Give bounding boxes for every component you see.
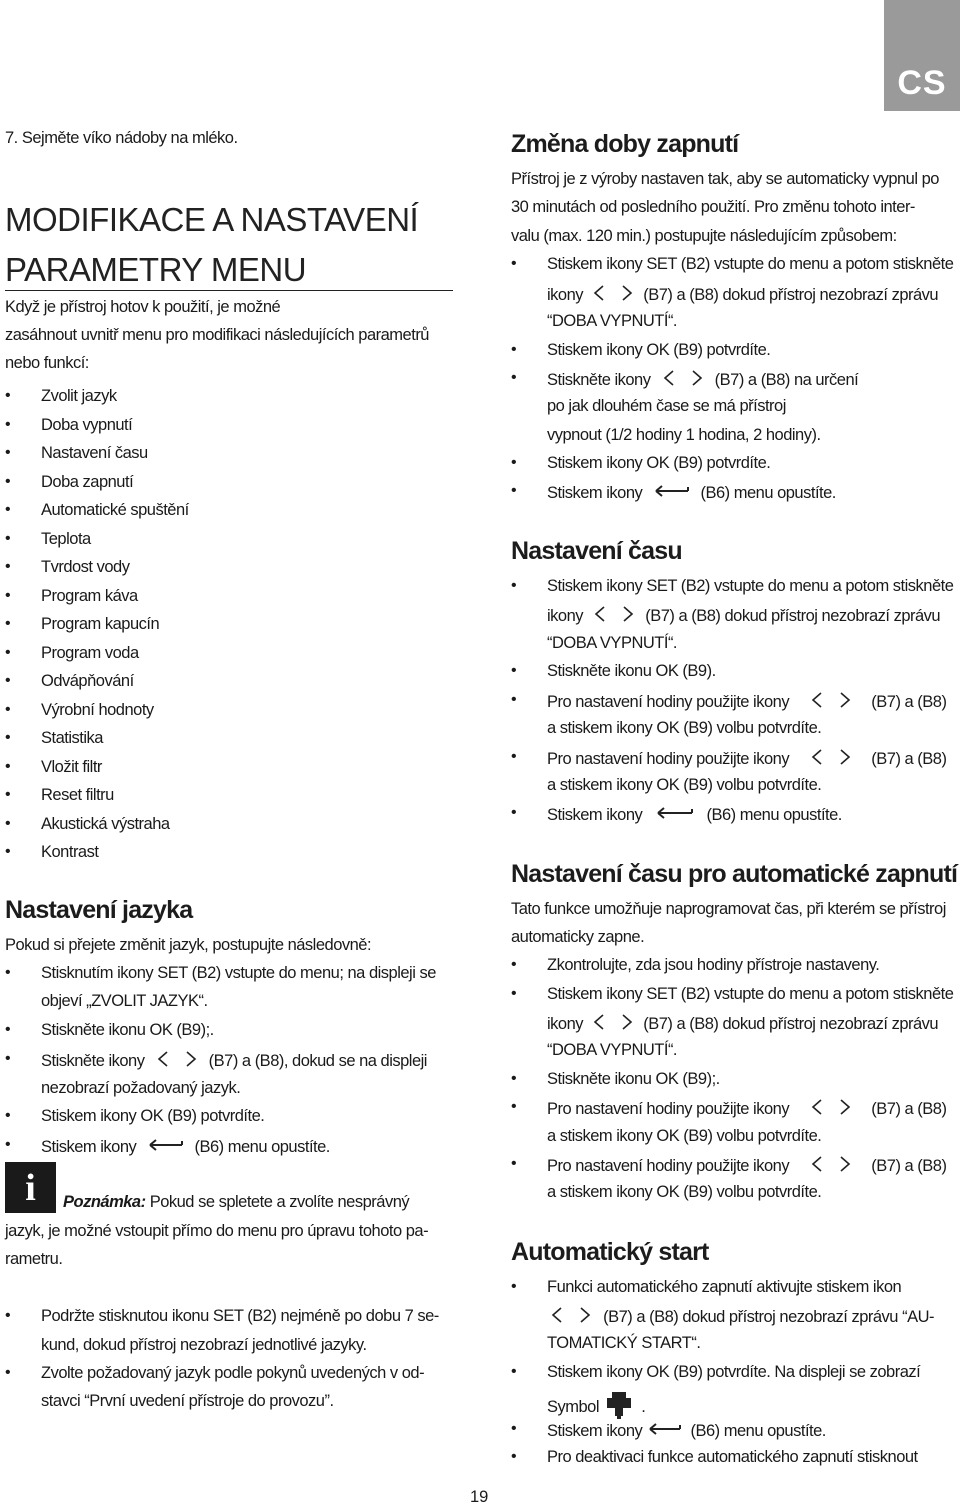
auto-time-step-c: Stiskněte ikonu OK (B9);. xyxy=(547,1070,720,1088)
auto-time-step-b: Stiskem ikony SET (B2) vstupte do menu a potom stiskněte xyxy=(547,985,954,1003)
intro-line: nebo funkcí: xyxy=(5,354,89,372)
time-step-a-cont-2: “DOBA VYPNUTÍ“. xyxy=(547,634,678,652)
auto-start-step-a: Funkci automatického zapnutí aktivujte stiskem ikon xyxy=(547,1278,902,1296)
bullet: • xyxy=(511,1363,517,1380)
on-step-a-cont xyxy=(547,283,938,305)
bullet: • xyxy=(5,758,11,775)
auto-time-step-a: Zkontrolujte, zda jsou hodiny přístroje nastaveny. xyxy=(547,956,880,974)
bullet: • xyxy=(5,1021,11,1038)
auto-start-step-b: Stiskem ikony OK (B9) potvrdíte. Na displeji se zobrazí xyxy=(547,1363,921,1381)
bullet: • xyxy=(5,1364,11,1381)
on-step-b: Stiskem ikony OK (B9) potvrdíte. xyxy=(547,341,771,359)
lang-step-2: Stiskněte ikonu OK (B9);. xyxy=(41,1021,214,1039)
auto-time-step-d xyxy=(547,1097,946,1119)
bullet: • xyxy=(5,672,11,689)
arrow-left-right-icon xyxy=(149,1049,205,1069)
back-arrow-icon xyxy=(646,803,702,823)
arrow-left-right-icon xyxy=(547,1305,599,1325)
time-step-c-text: Pro nastavení hodiny použijte ikony xyxy=(547,693,790,711)
note-label: Poznámka: xyxy=(63,1193,146,1211)
extra-bullet-2-cont: stavci “První uvedení přístroje do provozu”. xyxy=(41,1392,334,1410)
section-title-line-1: MODIFIKACE A NASTAVENÍ xyxy=(5,201,419,238)
note-text: Pokud se spletete a zvolíte nesprávný xyxy=(149,1193,410,1211)
bullet: • xyxy=(5,701,11,718)
on-intro-line: 30 minutách od posledního použití. Pro změnu tohoto inter- xyxy=(511,198,915,216)
auto-start-step-b-cont xyxy=(547,1390,645,1420)
auto-time-step-b-cont-2: “DOBA VYPNUTÍ“. xyxy=(547,1041,678,1059)
lang-step-4: Stiskem ikony OK (B9) potvrdíte. xyxy=(41,1107,265,1125)
bullet: • xyxy=(5,444,11,461)
parameter-item: Program káva xyxy=(41,587,138,605)
bullet: • xyxy=(511,1155,517,1172)
auto-time-step-d-text: Pro nastavení hodiny použijte ikony xyxy=(547,1100,790,1118)
time-step-c-text-b: (B7) a (B8) xyxy=(871,693,947,711)
step-7: 7. Sejměte víko nádoby na mléko. xyxy=(5,129,238,147)
auto-start-step-c-text: Stiskem ikony xyxy=(547,1422,643,1440)
bullet: • xyxy=(5,1136,11,1153)
bullet: • xyxy=(5,964,11,981)
time-step-a-text-b: (B7) a (B8) dokud přístroj nezobrazí zprávu xyxy=(645,607,941,625)
time-step-e-text: Stiskem ikony xyxy=(547,806,643,824)
bullet: • xyxy=(511,1098,517,1115)
lang-step-5-text: Stiskem ikony xyxy=(41,1138,137,1156)
bullet: • xyxy=(5,843,11,860)
intro-line: Když je přístroj hotov k použití, je možné xyxy=(5,298,281,316)
parameter-item: Tvrdost vody xyxy=(41,558,130,576)
bullet: • xyxy=(511,255,517,272)
auto-time-heading: Nastavení času pro automatické zapnutí xyxy=(511,860,958,888)
auto-time-step-e-text-b: (B7) a (B8) xyxy=(871,1157,947,1175)
bullet: • xyxy=(511,1448,517,1465)
bullet: • xyxy=(5,387,11,404)
parameter-item: Odvápňování xyxy=(41,672,134,690)
page-number: 19 xyxy=(470,1488,489,1506)
on-step-a-text: ikony xyxy=(547,286,584,304)
bullet: • xyxy=(5,1050,11,1067)
bullet: • xyxy=(511,577,517,594)
on-step-c-cont-2: vypnout (1/2 hodiny 1 hodina, 2 hodiny). xyxy=(547,426,821,444)
time-step-a: Stiskem ikony SET (B2) vstupte do menu a potom stiskněte xyxy=(547,577,954,595)
lang-step-3-text-b: (B7) a (B8), dokud se na displeji xyxy=(208,1052,427,1070)
time-step-c xyxy=(547,690,958,712)
parameter-item: Automatické spuštění xyxy=(41,501,189,519)
auto-start-heading: Automatický start xyxy=(511,1238,709,1266)
bullet: • xyxy=(5,501,11,518)
parameter-item: Výrobní hodnoty xyxy=(41,701,154,719)
extra-bullet-1: Podržte stisknutou ikonu SET (B2) nejméně po dobu 7 se- xyxy=(41,1307,439,1325)
language-tab-label: CS xyxy=(897,64,947,102)
arrow-left-right-icon xyxy=(793,690,867,710)
on-time-heading: Změna doby zapnutí xyxy=(511,130,739,158)
auto-start-step-d: Pro deaktivaci funkce automatického zapnutí stisknout xyxy=(547,1448,918,1466)
note-line-3: rametru. xyxy=(5,1250,63,1268)
lang-step-3-cont: nezobrazí požadovaný jazyk. xyxy=(41,1079,241,1097)
language-intro: Pokud si přejete změnit jazyk, postupujte následovně: xyxy=(5,936,372,954)
auto-time-step-b-text: ikony xyxy=(547,1015,584,1033)
bullet: • xyxy=(511,956,517,973)
on-step-c xyxy=(547,368,858,390)
lang-step-5 xyxy=(41,1135,330,1157)
parameter-item: Doba zapnutí xyxy=(41,473,134,491)
parameter-item: Program voda xyxy=(41,644,139,662)
arrow-left-right-icon xyxy=(793,1154,867,1174)
bullet: • xyxy=(511,369,517,386)
lang-step-1: Stisknutím ikony SET (B2) vstupte do menu; na displeji se xyxy=(41,964,436,982)
bullet: • xyxy=(511,748,517,765)
parameter-item: Kontrast xyxy=(41,843,99,861)
back-arrow-icon xyxy=(646,1419,686,1439)
extra-bullet-2: Zvolte požadovaný jazyk podle pokynů uvedených v od- xyxy=(41,1364,425,1382)
parameter-item: Nastavení času xyxy=(41,444,148,462)
on-step-a: Stiskem ikony SET (B2) vstupte do menu a potom stiskněte xyxy=(547,255,954,273)
bullet: • xyxy=(5,558,11,575)
time-step-a-text: ikony xyxy=(547,607,584,625)
language-tab xyxy=(884,0,960,111)
auto-time-step-b-text-b: (B7) a (B8) dokud přístroj nezobrazí zprávu xyxy=(643,1015,939,1033)
time-step-a-cont xyxy=(547,604,940,626)
back-arrow-icon xyxy=(646,481,696,501)
lang-step-3 xyxy=(41,1049,427,1071)
arrow-left-right-icon xyxy=(655,368,711,388)
extra-bullet-1-cont: kund, dokud přístroj nezobrazí jednotlivé jazyky. xyxy=(41,1336,367,1354)
title-underline xyxy=(5,290,453,291)
bullet: • xyxy=(511,454,517,471)
auto-start-step-a-text: (B7) a (B8) dokud přístroj nezobrazí zprávu “AU- xyxy=(603,1308,934,1326)
bullet: • xyxy=(5,1107,11,1124)
bullet: • xyxy=(5,786,11,803)
auto-start-step-c-text-b: (B6) menu opustíte. xyxy=(690,1422,826,1440)
bullet: • xyxy=(511,662,517,679)
auto-start-step-b-text: Symbol xyxy=(547,1398,600,1416)
bullet: • xyxy=(5,815,11,832)
auto-start-step-c xyxy=(547,1419,826,1441)
info-icon: i xyxy=(5,1162,56,1213)
arrow-left-right-icon xyxy=(587,1012,639,1032)
on-step-e-text-b: (B6) menu opustíte. xyxy=(700,484,836,502)
bullet: • xyxy=(511,1420,517,1437)
coffee-machine-symbol-icon xyxy=(603,1390,637,1420)
auto-time-step-b-cont xyxy=(547,1012,938,1034)
bullet: • xyxy=(5,1307,11,1324)
language-heading: Nastavení jazyka xyxy=(5,896,193,924)
time-step-c-cont: a stiskem ikony OK (B9) volbu potvrdíte. xyxy=(547,719,822,737)
bullet: • xyxy=(511,691,517,708)
auto-time-step-d-cont: a stiskem ikony OK (B9) volbu potvrdíte. xyxy=(547,1127,822,1145)
parameter-item: Statistika xyxy=(41,729,103,747)
auto-time-intro-line: Tato funkce umožňuje naprogramovat čas, při kterém se přístroj xyxy=(511,900,946,918)
on-step-c-text: Stiskněte ikony xyxy=(547,371,651,389)
on-step-a-cont-2: “DOBA VYPNUTÍ“. xyxy=(547,312,678,330)
time-heading: Nastavení času xyxy=(511,537,682,565)
parameter-item: Vložit filtr xyxy=(41,758,102,776)
on-step-d: Stiskem ikony OK (B9) potvrdíte. xyxy=(547,454,771,472)
arrow-left-right-icon xyxy=(793,1097,867,1117)
bullet: • xyxy=(5,473,11,490)
time-step-e xyxy=(547,803,842,825)
bullet: • xyxy=(511,341,517,358)
arrow-left-right-icon xyxy=(587,604,641,624)
parameter-item: Teplota xyxy=(41,530,91,548)
time-step-d-text-b: (B7) a (B8) xyxy=(871,750,947,768)
lang-step-5-text-b: (B6) menu opustíte. xyxy=(194,1138,330,1156)
auto-time-step-d-text-b: (B7) a (B8) xyxy=(871,1100,947,1118)
bullet: • xyxy=(5,729,11,746)
parameter-item: Program kapucín xyxy=(41,615,160,633)
time-step-b: Stiskněte ikonu OK (B9). xyxy=(547,662,716,680)
arrow-left-right-icon xyxy=(793,747,867,767)
on-step-a-text-b: (B7) a (B8) dokud přístroj nezobrazí zprávu xyxy=(643,286,939,304)
note-line-2: jazyk, je možné vstoupit přímo do menu pro úpravu tohoto pa- xyxy=(5,1222,429,1240)
on-intro-line: valu (max. 120 min.) postupujte následujícím způsobem: xyxy=(511,227,897,245)
on-step-c-cont: po jak dlouhém čase se má přístroj xyxy=(547,397,786,415)
parameter-item: Doba vypnutí xyxy=(41,416,133,434)
section-title-line-2: PARAMETRY MENU xyxy=(5,251,307,288)
time-step-d xyxy=(547,747,946,769)
auto-time-step-e-text: Pro nastavení hodiny použijte ikony xyxy=(547,1157,790,1175)
auto-time-step-e xyxy=(547,1154,946,1176)
bullet: • xyxy=(511,985,517,1002)
note-line-1 xyxy=(63,1192,409,1212)
bullet: • xyxy=(5,587,11,604)
bullet: • xyxy=(5,615,11,632)
on-step-e xyxy=(547,481,836,503)
arrow-left-right-icon xyxy=(587,283,639,303)
lang-step-3-text: Stiskněte ikony xyxy=(41,1052,145,1070)
time-step-d-cont: a stiskem ikony OK (B9) volbu potvrdíte. xyxy=(547,776,822,794)
lang-step-1-cont: objeví „ZVOLIT JAZYK“. xyxy=(41,992,208,1010)
back-arrow-icon xyxy=(140,1135,190,1155)
on-step-e-text: Stiskem ikony xyxy=(547,484,643,502)
bullet: • xyxy=(511,1278,517,1295)
bullet: • xyxy=(511,1070,517,1087)
auto-time-intro-line: automaticky zapne. xyxy=(511,928,645,946)
bullet: • xyxy=(5,530,11,547)
bullet: • xyxy=(5,416,11,433)
auto-start-step-a-cont-2: TOMATICKÝ START“. xyxy=(547,1334,701,1352)
bullet: • xyxy=(511,804,517,821)
time-step-e-text-b: (B6) menu opustíte. xyxy=(706,806,842,824)
time-step-d-text: Pro nastavení hodiny použijte ikony xyxy=(547,750,790,768)
bullet: • xyxy=(511,482,517,499)
auto-start-step-a-cont xyxy=(547,1305,934,1327)
on-intro-line: Přístroj je z výroby nastaven tak, aby se automaticky vypnul po xyxy=(511,170,939,188)
parameter-item: Reset filtru xyxy=(41,786,114,804)
parameter-item: Akustická výstraha xyxy=(41,815,170,833)
on-step-c-text-b: (B7) a (B8) na určení xyxy=(714,371,859,389)
auto-start-step-b-text-b: . xyxy=(641,1398,646,1416)
parameter-item: Zvolit jazyk xyxy=(41,387,117,405)
intro-line: zasáhnout uvnitř menu pro modifikaci následujících parametrů xyxy=(5,326,429,344)
bullet: • xyxy=(5,644,11,661)
auto-time-step-e-cont: a stiskem ikony OK (B9) volbu potvrdíte. xyxy=(547,1183,822,1201)
